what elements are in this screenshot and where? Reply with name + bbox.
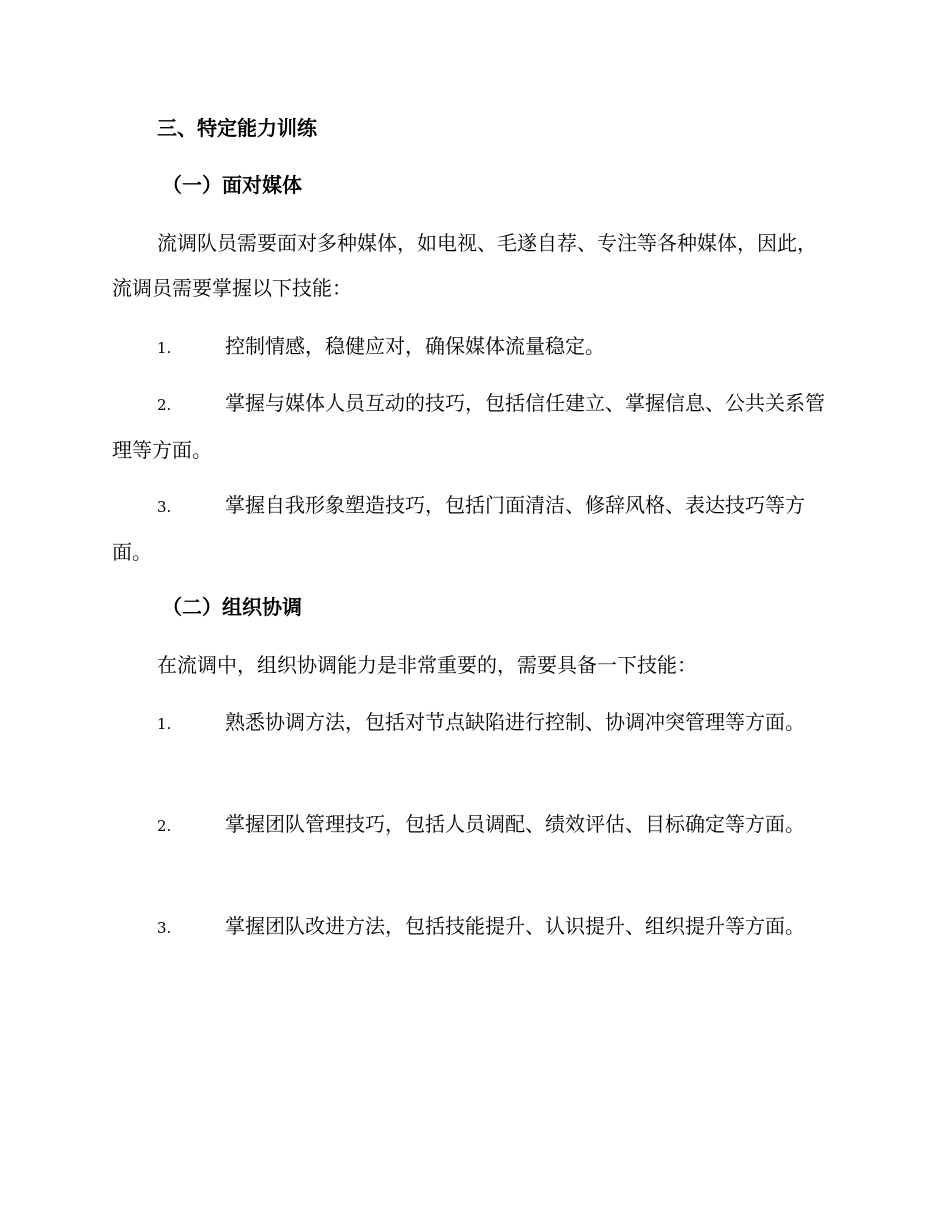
list-number: 3.: [157, 498, 172, 516]
coordination-list-item: [112, 904, 834, 951]
coordination-intro-paragraph: 在流调中，组织协调能力是非常重要的，需要具备一下技能：: [157, 653, 697, 677]
list-number: 2.: [157, 817, 172, 835]
list-item-text: 熟悉协调方法，包括对节点缺陷进行控制、协调冲突管理等方面。: [225, 710, 805, 734]
list-item-text: 掌握与媒体人员互动的技巧，包括信任建立、掌握信息、公共关系管理等方面。: [112, 391, 825, 462]
coordination-heading: （二）组织协调: [162, 595, 302, 619]
media-list-item: [112, 324, 834, 371]
list-item-text: 掌握团队管理技巧，包括人员调配、绩效评估、目标确定等方面。: [225, 812, 805, 836]
media-list-item: [112, 381, 834, 473]
media-heading: （一）面对媒体: [162, 173, 302, 197]
list-number: 1.: [157, 339, 172, 357]
coordination-list-item: [112, 802, 834, 849]
media-intro-paragraph: 流调队员需要面对多种媒体，如电视、毛遂自荐、专注等各种媒体，因此，流调员需要掌握以下技能：: [112, 231, 817, 300]
list-item-text: 掌握自我形象塑造技巧，包括门面清洁、修辞风格、表达技巧等方面。: [112, 493, 805, 564]
list-item-text: 掌握团队改进方法，包括技能提升、认识提升、组织提升等方面。: [225, 914, 805, 938]
list-number: 1.: [157, 715, 172, 733]
list-number: 2.: [157, 396, 172, 414]
media-list-item: [112, 483, 834, 575]
list-number: 3.: [157, 919, 172, 937]
section-title: 三、特定能力训练: [157, 116, 317, 140]
list-item-text: 控制情感，稳健应对，确保媒体流量稳定。: [225, 334, 605, 358]
coordination-list-item: [112, 700, 834, 747]
